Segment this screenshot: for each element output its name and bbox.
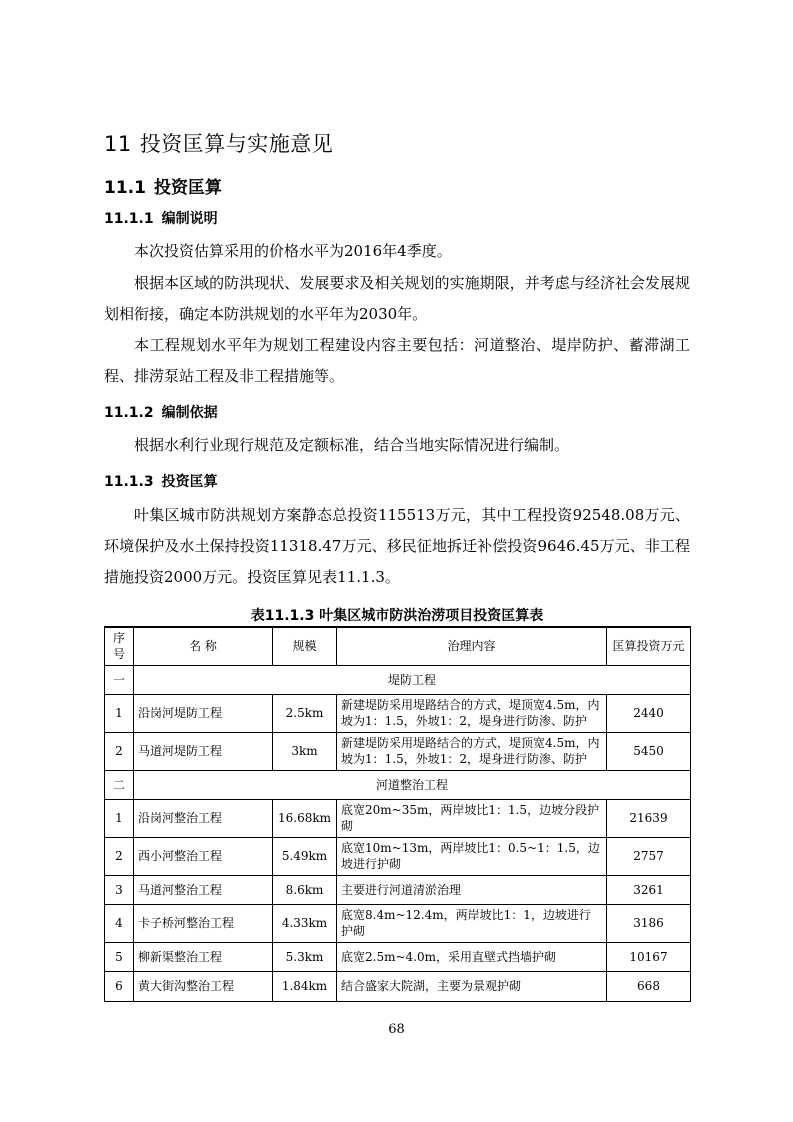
chapter-number: 11: [104, 132, 132, 156]
cell-scale: 5.3km: [273, 942, 337, 971]
group-title: 堤防工程: [134, 665, 691, 694]
header-name: 名 称: [134, 627, 273, 665]
cell-seq: 1: [105, 694, 134, 732]
cell-name: 马道河整治工程: [134, 875, 273, 904]
table-row: [105, 799, 691, 837]
section-number: 11.1: [104, 178, 146, 198]
cell-name: 马道河堤防工程: [134, 732, 273, 770]
cell-scale: 8.6km: [273, 875, 337, 904]
header-scale: 规模: [273, 627, 337, 665]
cell-content: 新建堤防采用堤路结合的方式，堤顶宽4.5m，内坡为1：1.5，外坡1：2，堤身进行防渗、防护: [337, 732, 607, 770]
cell-seq: 2: [105, 837, 134, 875]
table-row: [105, 694, 691, 732]
table-group-row: [105, 665, 691, 694]
cell-scale: 4.33km: [273, 904, 337, 942]
chapter-heading: [104, 128, 333, 158]
cell-investment: 2440: [607, 694, 691, 732]
subsection-number: 11.1.2: [104, 405, 154, 421]
table-caption: 表11.1.3 叶集区城市防洪治涝项目投资匡算表: [250, 608, 544, 624]
cell-investment: 668: [607, 971, 691, 1001]
cell-content: 主要进行河道清淤治理: [337, 875, 607, 904]
cell-seq: 5: [105, 942, 134, 971]
subsection-heading-3: [104, 471, 218, 491]
cell-investment: 3186: [607, 904, 691, 942]
cell-content: 底宽8.4m~12.4m，两岸坡比1：1，边坡进行护砌: [337, 904, 607, 942]
cell-seq: 4: [105, 904, 134, 942]
table-header-row: [105, 627, 691, 665]
cell-name: 沿岗河堤防工程: [134, 694, 273, 732]
subsection-title: 投资匡算: [161, 474, 218, 490]
cell-name: 沿岗河整治工程: [134, 799, 273, 837]
table-group-row: [105, 770, 691, 799]
cell-investment: 21639: [607, 799, 691, 837]
subsection-title: 编制依据: [161, 405, 218, 421]
table-row: [105, 971, 691, 1001]
cell-content: 底宽20m~35m，两岸坡比1：1.5，边坡分段护砌: [337, 799, 607, 837]
cell-investment: 3261: [607, 875, 691, 904]
subsection-number: 11.1.1: [104, 211, 154, 227]
section-title: 投资匡算: [153, 178, 222, 198]
cell-scale: 3km: [273, 732, 337, 770]
subsection-number: 11.1.3: [104, 474, 154, 490]
cell-scale: 5.49km: [273, 837, 337, 875]
cell-content: 结合盛家大院湖，主要为景观护砌: [337, 971, 607, 1001]
header-seq: 序号: [105, 627, 134, 665]
investment-table: [104, 626, 691, 1002]
group-seq: 一: [105, 665, 134, 694]
paragraph: 根据水利行业现行规范及定额标准，结合当地实际情况进行编制。: [134, 436, 570, 454]
paragraph: 本工程规划水平年为规划工程建设内容主要包括：河道整治、堤岸防护、蓄滞湖工程、排涝泵站工程及非工程措施等。: [104, 336, 690, 385]
cell-name: 柳新渠整治工程: [134, 942, 273, 971]
table-row: [105, 732, 691, 770]
cell-scale: 2.5km: [273, 694, 337, 732]
table-row: [105, 875, 691, 904]
group-title: 河道整治工程: [134, 770, 691, 799]
paragraph: 叶集区城市防洪规划方案静态总投资115513万元，其中工程投资92548.08万元、环境保护及水土保持投资11318.47万元、移民征地拆迁补偿投资9646.45万元、非工程措施投资2000万元。投资匡算见表11.1.3。: [104, 506, 690, 586]
page-number: 68: [388, 1022, 405, 1037]
subsection-heading-2: [104, 402, 218, 422]
header-investment: 匡算投资万元: [607, 627, 691, 665]
cell-scale: 1.84km: [273, 971, 337, 1001]
cell-scale: 16.68km: [273, 799, 337, 837]
paragraph: 本次投资估算采用的价格水平为2016年4季度。: [134, 242, 452, 260]
subsection-heading-1: [104, 208, 218, 228]
cell-seq: 3: [105, 875, 134, 904]
cell-seq: 1: [105, 799, 134, 837]
cell-name: 西小河整治工程: [134, 837, 273, 875]
cell-investment: 5450: [607, 732, 691, 770]
table-row: [105, 942, 691, 971]
cell-content: 新建堤防采用堤路结合的方式，堤顶宽4.5m，内坡为1：1.5，外坡1：2，堤身进行防渗、防护: [337, 694, 607, 732]
section-heading: [104, 173, 222, 198]
chapter-title: 投资匡算与实施意见: [139, 132, 334, 156]
cell-content: 底宽10m~13m，两岸坡比1：0.5~1：1.5，边坡进行护砌: [337, 837, 607, 875]
paragraph: 根据本区域的防洪现状、发展要求及相关规划的实施期限，并考虑与经济社会发展规划相衔接，确定本防洪规划的水平年为2030年。: [104, 274, 690, 323]
cell-seq: 2: [105, 732, 134, 770]
cell-content: 底宽2.5m~4.0m，采用直壁式挡墙护砌: [337, 942, 607, 971]
group-seq: 二: [105, 770, 134, 799]
cell-name: 黄大街沟整治工程: [134, 971, 273, 1001]
cell-name: 卡子桥河整治工程: [134, 904, 273, 942]
cell-investment: 2757: [607, 837, 691, 875]
table-row: [105, 837, 691, 875]
header-content: 治理内容: [337, 627, 607, 665]
cell-seq: 6: [105, 971, 134, 1001]
table-row: [105, 904, 691, 942]
subsection-title: 编制说明: [161, 211, 218, 227]
cell-investment: 10167: [607, 942, 691, 971]
